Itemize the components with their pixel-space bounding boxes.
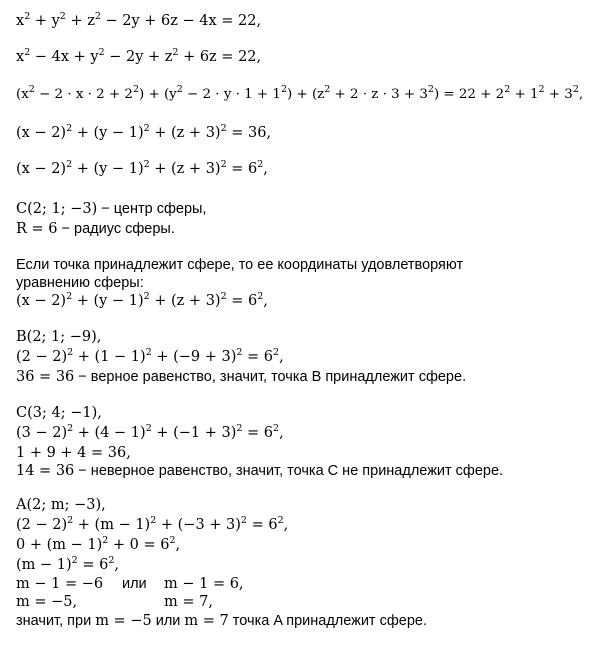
point-a-cases-1: m − 1 = −6 bbox=[16, 576, 104, 592]
equation-sphere-36: $(x - 2)^2 + (y - 1)^2 + (z + 3)^2 = 36$, bbox=[16, 123, 272, 141]
statement-line-2: уравнению сферы: bbox=[16, 275, 144, 291]
point-a-equation: $(2 - 2)^2 + (m - 1)^2 + (-3 + 3)^2 = 6^2$, bbox=[16, 515, 289, 533]
point-a-or: или bbox=[122, 576, 147, 592]
point-c-equation: $(3 - 2)^2 + (4 - 1)^2 + (-1 + 3)^2 = 6^2$, bbox=[16, 423, 284, 441]
point-a-equation-3: $(m - 1)^2 = 6^2$, bbox=[16, 555, 119, 573]
point-a-equation-2: $0 + (m - 1)^2 + 0 = 6^2$, bbox=[16, 535, 181, 553]
point-b-equation: $(2 - 2)^2 + (1 - 1)^2 + (-9 + 3)^2 = 6^2$, bbox=[16, 347, 284, 365]
point-a-title: A(2; m; −3), bbox=[16, 497, 106, 513]
point-b-title: B(2; 1; −9), bbox=[16, 329, 102, 345]
sphere-radius: R = 6 − радиус сферы. bbox=[16, 221, 175, 237]
point-c-title: C(3; 4; −1), bbox=[16, 405, 102, 421]
point-c-result: 14 = 36 − неверное равенство, значит, точка C не принадлежит сфере. bbox=[16, 463, 504, 479]
point-a-case-1b: m − 1 = 6, bbox=[164, 576, 244, 592]
statement-equation: $(x - 2)^2 + (y - 1)^2 + (z + 3)^2 = 6^2$, bbox=[16, 291, 268, 309]
point-b-result: 36 = 36 − верное равенство, значит, точка B принадлежит сфере. bbox=[16, 369, 467, 385]
point-a-case-2b: m = 7, bbox=[164, 594, 213, 610]
equation-sphere-6-squared: $(x - 2)^2 + (y - 1)^2 + (z + 3)^2 = 6^2$, bbox=[16, 159, 268, 177]
statement-line-1: Если точка принадлежит сфере, то ее координаты удовлетворяют bbox=[16, 257, 464, 273]
sphere-center: C(2; 1; −3) − центр сферы, bbox=[16, 201, 207, 217]
point-a-conclusion: значит, при m = −5 или m = 7 точка A принадлежит сфере. bbox=[16, 613, 428, 629]
equation-regrouped: $x^2 - 4x + y^2 - 2y + z^2 + 6z = 22$, bbox=[16, 47, 262, 65]
equation-original: $x^2 + y^2 + z^2 - 2y + 6z - 4x = 22$, bbox=[16, 11, 262, 29]
point-a-case-2a: m = −5, bbox=[16, 594, 78, 610]
point-c-sum: 1 + 9 + 4 = 36, bbox=[16, 445, 131, 461]
equation-completed-squares: $(x^2 - 2 \cdot x \cdot 2 + 2^2) + (y^2 - 2 \cdot y \cdot 1 + 1^2) + (z^2 + 2 \cdot z \cdot 3 + 3^2) = 22 + 2^2 + 1^2 + 3^2$, bbox=[16, 84, 584, 102]
